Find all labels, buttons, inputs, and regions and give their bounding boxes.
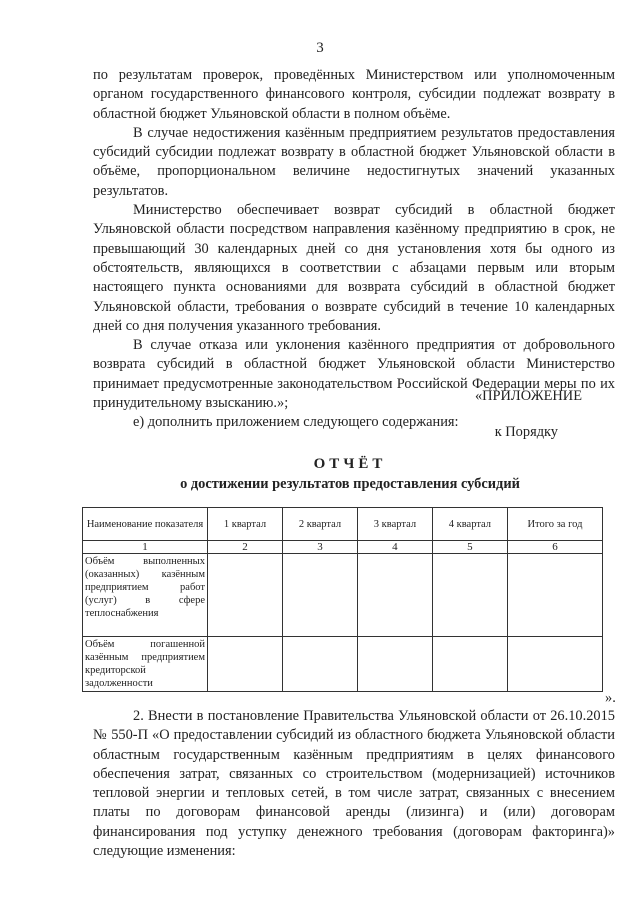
header-cell: 1 квартал [208,508,283,541]
column-number: 2 [208,541,283,554]
table-row [83,554,603,637]
body-text-top [93,66,615,433]
paragraph: 2. Внести в постановление Правительства Ульяновской области от 26.10.2015 № 550-П «О предоставлении субсидий из областного бюджета Ульяновской области областным государственным казённым предприятиям в целях финансового обеспечения затрат, связанных со строительством (модернизацией) источников тепловой энергии и тепловых сетей, в том числе затрат, связанных с внесением платы по договорам финансовой аренды (лизинга) и (или) договорам финансирования под уступку денежного требования (договорам факторинга)» следующие изменения: [93,708,615,860]
column-number: 4 [357,541,432,554]
paragraph: В случае отказа или уклонения казённого предприятия от добровольного возврата субсидий в областной бюджет Ульяновской области Министерство принимает предусмотренные законодательством Российской Федерации меры по их принудительному взысканию.»; [93,337,615,412]
value-cell [208,554,283,637]
body-text-bottom [93,707,615,861]
table-number-row [83,541,603,554]
appendix-label: «ПРИЛОЖЕНИЕ [474,388,582,404]
header-cell: Наименование показателя [83,508,208,541]
row-name: Объём выполненных (оказанных) казённым предприятием работ (услуг) в сфере теплоснабжения [83,554,208,637]
page-number: 3 [316,40,324,56]
value-cell [507,554,602,637]
value-cell [357,554,432,637]
value-cell [282,554,357,637]
column-number: 6 [507,541,602,554]
header-cell: 3 квартал [357,508,432,541]
paragraph: Министерство обеспечивает возврат субсидий в областной бюджет Ульяновской области посредством направления казённому предприятию в срок, не превышающий 30 календарных дней со дня установления хотя бы одного из обстоятельств, являющихся в соответствии с абзацами первым или вторым настоящего пункта основаниями для возврата субсидий в областной бюджет Ульяновской области, требования о возврате субсидий в течение 10 календарных дней со дня получения указанного требования. [93,202,615,334]
paragraph: е) дополнить приложением следующего содержания: [133,414,459,431]
value-cell [357,637,432,692]
row-name: Объём погашенной казённым предприятием кредиторской задолженности [83,637,208,692]
paragraph: по результатам проверок, проведённых Министерством или уполномоченным органом государственного финансового контроля, субсидии подлежат возврату в областной бюджет Ульяновской области в полном объёме. [93,67,615,122]
report-title: ОТЧЁТ [313,456,387,472]
column-number: 5 [432,541,507,554]
report-subtitle: о достижении результатов предоставления субсидий [180,476,520,492]
value-cell [432,637,507,692]
header-cell: Итого за год [507,508,602,541]
value-cell [432,554,507,637]
closing-quote: ». [605,690,616,706]
table-header-row [83,508,603,541]
column-number: 1 [83,541,208,554]
value-cell [282,637,357,692]
report-table [82,507,603,692]
header-cell: 4 квартал [432,508,507,541]
paragraph: В случае недостижения казённым предприятием результатов предоставления субсидий субсидии подлежат возврату в областной бюджет Ульяновской области в объёме, пропорциональном величине недостигнутых значений указанных результатов. [93,124,615,199]
value-cell [507,637,602,692]
table-row [83,637,603,692]
column-number: 3 [282,541,357,554]
to-order-label: к Порядку [494,424,558,440]
value-cell [208,637,283,692]
header-cell: 2 квартал [282,508,357,541]
